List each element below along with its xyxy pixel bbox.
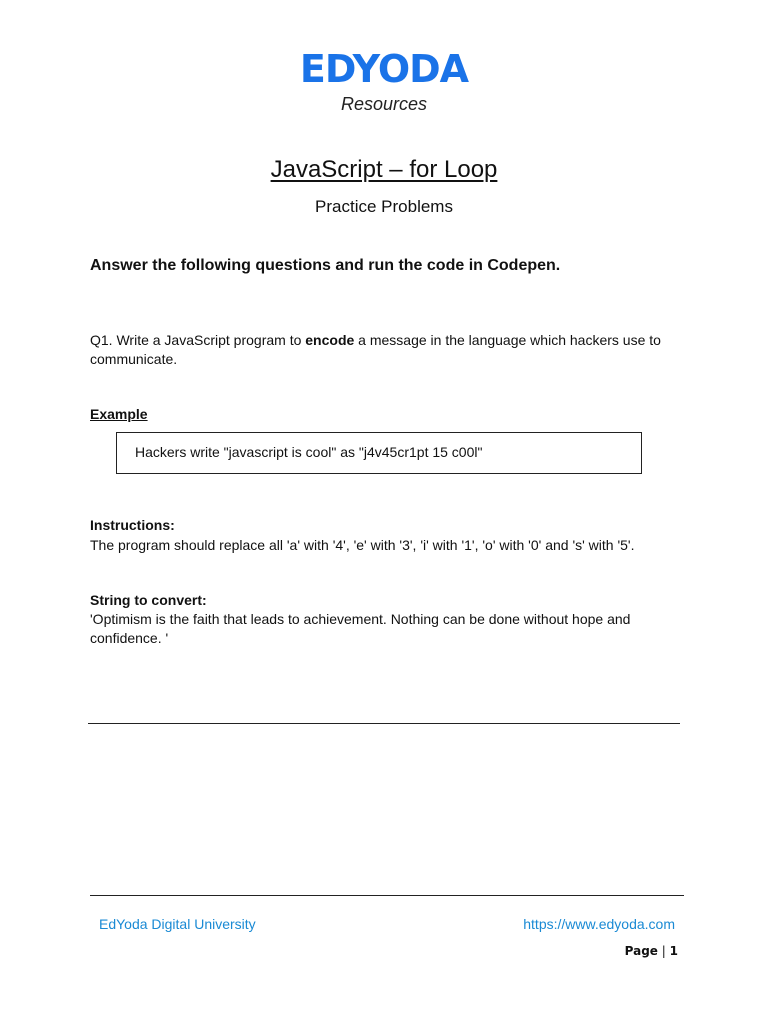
question-prefix: Q1. Write a JavaScript program to [90,332,306,348]
footer-divider [90,895,684,896]
instructions-label: Instructions: [90,517,175,533]
footer-website-link[interactable]: https://www.edyoda.com [523,916,675,932]
page-number-value: 1 [669,944,678,958]
question-emphasis: encode [305,332,355,348]
logo-subtitle: Resources [340,94,428,114]
page-number [625,942,678,960]
footer-organization: EdYoda Digital University [99,916,256,932]
question-1 [90,331,680,369]
question-suffix: a message in the language which hackers use to communicate. [90,332,661,367]
instructions-text: The program should replace all 'a' with '4', 'e' with '3', 'i' with '1', 'o' with '0' and 's' with '5'. [90,537,635,553]
example-text: Hackers write "javascript is cool" as "j4v45cr1pt 15 c00l" [135,444,483,460]
example-box [116,432,642,474]
page-label: Page [624,944,658,958]
string-to-convert-label: String to convert: [90,592,207,608]
document-subtitle: Practice Problems [315,197,453,216]
string-to-convert-text: 'Optimism is the faith that leads to achievement. Nothing can be done without hope and confidence. ' [90,611,631,646]
edyoda-logo: EDYODA [299,47,469,91]
page-separator: | [661,944,666,958]
document-title: JavaScript – for Loop [270,156,498,183]
answer-divider [88,723,680,724]
instruction-heading: Answer the following questions and run the code in Codepen. [90,257,561,274]
example-label: Example [90,406,148,422]
